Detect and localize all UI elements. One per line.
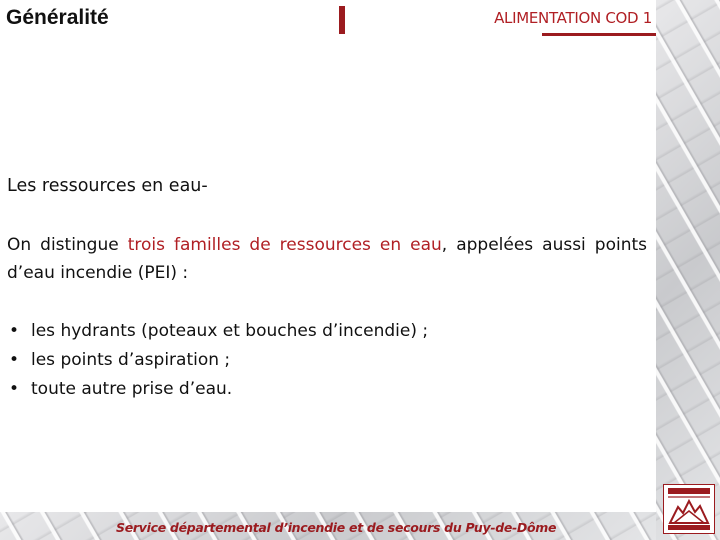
list-item-text: toute autre prise d’eau. — [31, 379, 233, 399]
module-title: ALIMENTATION COD 1 — [494, 9, 652, 27]
module-title-underline — [542, 33, 656, 36]
paragraph-text-end: , appelées aussi points d’eau incendie (PEI) : — [7, 235, 647, 283]
list-item-text: les points d’aspiration ; — [31, 350, 231, 370]
bullet-icon: • — [8, 350, 20, 370]
section-title: Généralité — [6, 6, 109, 29]
list-item — [7, 317, 647, 346]
bullet-icon: • — [8, 321, 20, 341]
intro-paragraph — [7, 231, 647, 287]
paragraph-text-start: On distingue — [7, 235, 128, 255]
footer-organization: Service départemental d’incendie et de secours du Puy-de-Dôme — [116, 520, 557, 535]
bullet-icon: • — [8, 379, 20, 399]
section-heading: Les ressources en eau- — [7, 176, 208, 196]
list-item-text: les hydrants (poteaux et bouches d’incendie) ; — [31, 321, 429, 341]
sdis-logo-icon — [663, 484, 715, 534]
paragraph-highlight: trois familles de ressources en eau — [127, 235, 442, 255]
header-divider — [339, 6, 345, 34]
list-item — [7, 375, 647, 404]
list-item — [7, 346, 647, 375]
background-texture-right — [656, 0, 720, 540]
water-resource-list — [7, 317, 647, 404]
